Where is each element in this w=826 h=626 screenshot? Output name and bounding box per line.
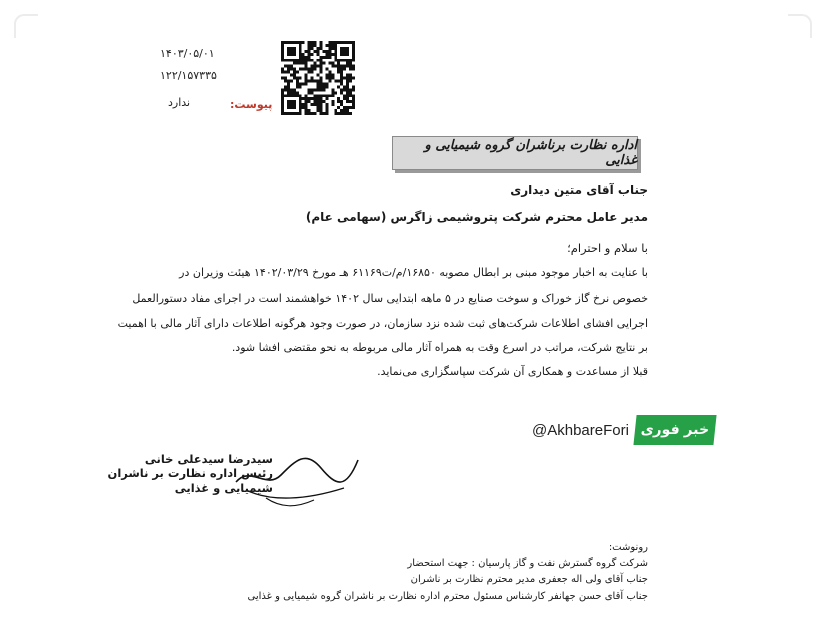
attachment-value: ندارد [168,96,191,109]
body-line: با عنایت به اخبار موجود مبنی بر ابطال مصوبه ۱۶۸۵۰/م/ت۶۱۱۶۹ هـ مورخ ۱۴۰۲/۰۳/۲۹ هیئت وزیران در [179,266,648,279]
body-line: خصوص نرخ گاز خوراک و سوخت صنایع در ۵ ماهه ابتدایی سال ۱۴۰۲ خواهشمند است در اجرای مفاد دستورالعمل [132,292,648,305]
attachment-label: پیوست: [230,98,273,111]
cc-line: شرکت گروه گسترش نفت و گاز پارسیان : جهت استحضار [407,558,648,569]
cc-line: جناب آقای حسن جهانفر کارشناس مسئول محترم اداره نظارت بر ناشران گروه شیمیایی و غذایی [247,591,648,602]
letter-number: ۱۲۲/۱۵۷۳۳۵ [160,69,217,82]
frame-corner-right [788,14,812,38]
body-line: قبلا از مساعدت و همکاری آن شرکت سپاسگزاری می‌نماید. [377,365,648,378]
addressee-name: جناب آقای متین دیداری [510,183,648,197]
department-header: اداره نظارت برناشران گروه شیمیایی و غذایی [392,136,638,170]
signer-title: رئیس اداره نظارت بر ناشران [107,466,273,480]
watermark [532,413,715,447]
body-line: بر نتایج شرکت، مراتب در اسرع وقت به همراه آثار مالی مربوطه به نحو مقتضی افشا شود. [231,341,648,354]
cc-line: جناب آقای ولی اله جعفری مدیر محترم نظارت بر ناشران [410,574,648,585]
salutation: با سلام و احترام؛ [567,241,648,255]
watermark-handle: @AkhbareFori [532,421,629,439]
addressee-title: مدیر عامل محترم شرکت پتروشیمی زاگرس (سهامی عام) [305,210,648,224]
signer-title: شیمیایی و غذایی [174,481,273,495]
body-line: اجرایی افشای اطلاعات شرکت‌های ثبت شده نزد سازمان، در صورت وجود هرگونه اطلاعات دارای آثار مالی با اهمیت [117,317,648,330]
frame-corner-left [14,14,38,38]
cc-label: رونوشت: [608,542,648,553]
qr-code-icon [281,41,355,115]
signer-name: سیدرضا سیدعلی خانی [144,452,273,466]
letter-date: ۱۴۰۳/۰۵/۰۱ [160,47,215,60]
watermark-logo: خبر فوری [633,415,716,445]
